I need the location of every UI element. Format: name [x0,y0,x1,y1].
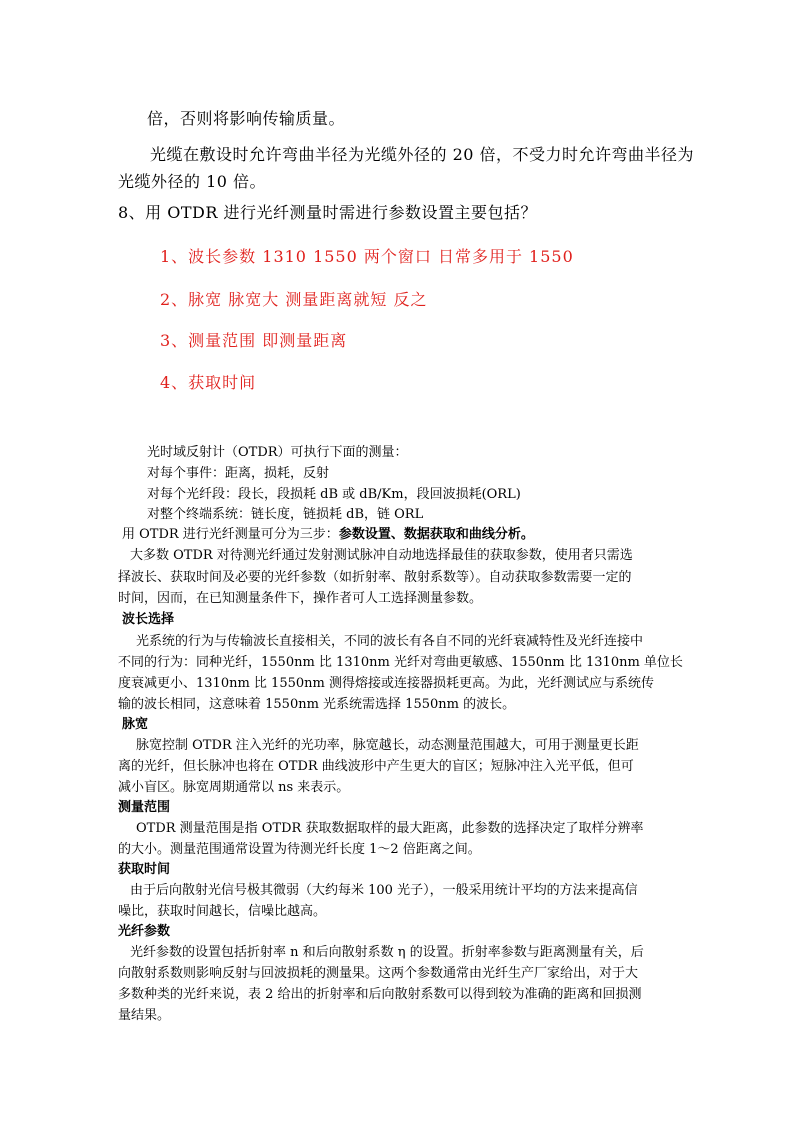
text-line: 由于后向散射光信号极其微弱（大约每米 100 光子），一般采用统计平均的方法来提高信 [130,883,638,898]
text-line: 光纤参数的设置包括折射率 n 和后向散射系数 η 的设置。折射率参数与距离测量有关，后 [130,945,644,960]
text-line: 大多数 OTDR 对待测光纤通过发射测试脉冲自动地选择最佳的获取参数，使用者只需选 [130,548,633,563]
text-line: 多数种类的光纤来说，表 2 给出的折射率和后向散射系数可以得到较为准确的距离和回损测 [118,987,642,1002]
otdr-item: 对整个终端系统：链长度，链损耗 dB，链 ORL [147,507,424,522]
text-line: 向散射系数则影响反射与回波损耗的测量果。这两个参数通常由光纤生产厂家给出，对于大 [118,966,639,981]
text-line: 脉宽控制 OTDR 注入光纤的光功率，脉宽越长，动态测量范围越大，可用于测量更长距 [136,738,639,753]
red-list-item: 1、波长参数 1310 1550 两个窗口 日常多用于 1550 [160,247,574,266]
red-list-item: 3、测量范围 即测量距离 [160,331,348,350]
text-line: 量结果。 [118,1008,171,1023]
text-line: 光系统的行为与传输波长直接相关，不同的波长有各自不同的光纤衰减特性及光纤连接中 [136,634,644,649]
text-line: 不同的行为：同种光纤，1550nm 比 1310nm 光纤对弯曲更敏感、1550nm 比 1310nm 单位长 [118,655,683,670]
text-line: 的大小。测量范围通常设置为待测光纤长度 1～2 倍距离之间。 [118,842,481,857]
red-list-item: 2、脉宽 脉宽大 测量距离就短 反之 [160,290,428,309]
question-heading: 8、用 OTDR 进行光纤测量时需进行参数设置主要包括？ [118,203,538,222]
text-line: 离的光纤，但长脉冲也将在 OTDR 曲线波形中产生更大的盲区；短脉冲注入光平低，但可 [118,759,634,774]
text-line: 倍，否则将影响传输质量。 [147,109,346,128]
otdr-item: 对每个事件：距离，损耗，反射 [147,466,330,481]
steps-line [122,524,534,546]
text-line: 输的波长相同，这意味着 1550nm 光系统需选择 1550nm 的波长。 [118,697,516,712]
text-line: 噪比，获取时间越长，信噪比越高。 [118,904,327,919]
section-heading: 脉宽 [122,717,149,732]
section-heading: 获取时间 [118,862,171,877]
section-heading: 测量范围 [118,800,171,815]
text-line: 时间，因而，在已知测量条件下，操作者可人工选择测量参数。 [118,591,483,606]
otdr-item: 对每个光纤段：段长，段损耗 dB 或 dB/Km，段回波损耗(ORL) [147,487,521,502]
text-line: 减小盲区。脉宽周期通常以 ns 来表示。 [118,780,350,795]
text-line: 光缆在敷设时允许弯曲半径为光缆外径的 20 倍，不受力时允许弯曲半径为 [150,145,695,164]
red-list-item: 4、获取时间 [160,373,257,392]
steps-prefix: 用 OTDR 进行光纤测量可分为三步： [122,527,339,542]
text-line: OTDR 测量范围是指 OTDR 获取数据取样的最大距离，此参数的选择决定了取样分辨率 [136,821,644,836]
text-line: 择波长、获取时间及必要的光纤参数（如折射率、散射系数等）。自动获取参数需要一定的 [118,570,632,585]
section-heading: 波长选择 [122,612,175,627]
steps-bold: 参数设置、数据获取和曲线分析。 [338,527,534,542]
text-line: 光缆外径的 10 倍。 [118,172,267,191]
section-heading: 光纤参数 [118,924,171,939]
otdr-intro: 光时域反射计（OTDR）可执行下面的测量： [147,445,408,460]
text-line: 度衰减更小、1310nm 比 1550nm 测得熔接或连接器损耗更高。为此，光纤测试应与系统传 [118,676,654,691]
